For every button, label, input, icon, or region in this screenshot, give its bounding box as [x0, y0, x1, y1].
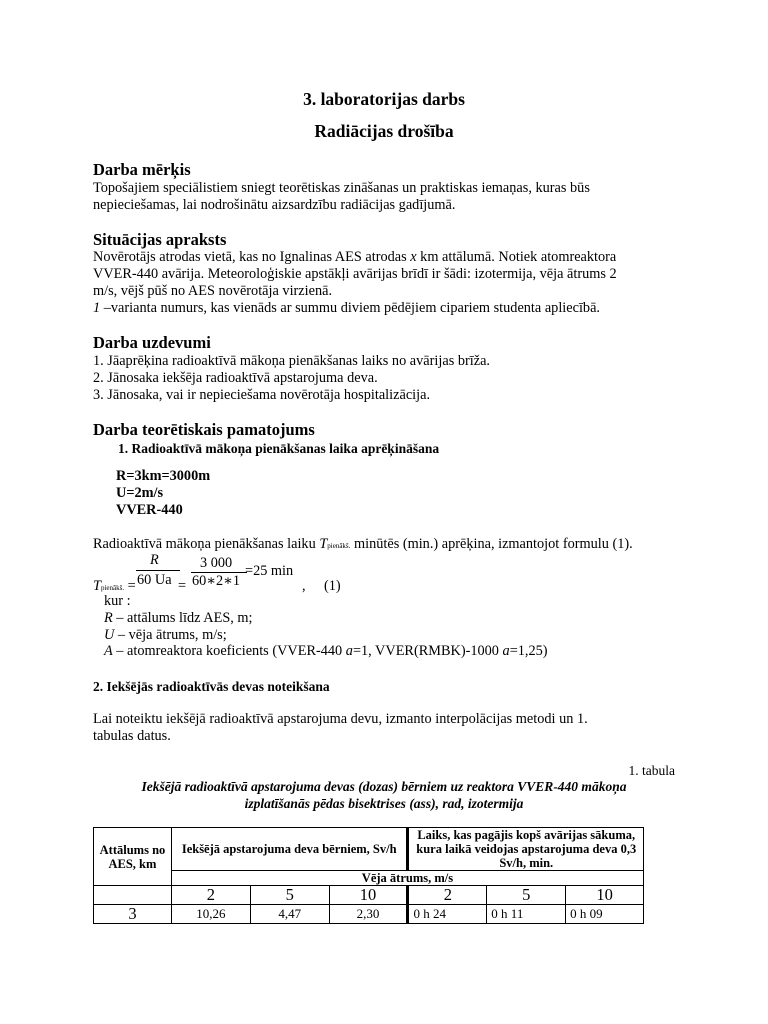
section-2-heading: 2. Iekšējās radioaktīvās devas noteikšana	[93, 679, 330, 694]
lab-title: 3. laboratorijas darbs	[303, 89, 465, 109]
section-1-heading: 1. Radioaktīvā mākoņa pienākšanas laika aprēķināšana	[118, 441, 440, 456]
wind-speed-cell: 2	[171, 886, 250, 905]
wind-speed-cell: 5	[487, 886, 566, 905]
dose-cell: 2,30	[329, 905, 408, 924]
definition-u: U – vēja ātrums, m/s;	[104, 627, 227, 643]
task-item: 2. Jānosaka iekšēja radioaktīvā apstarojuma deva.	[93, 370, 378, 386]
param-line: R=3km=3000m	[116, 468, 211, 484]
formula-comma: ,	[302, 578, 306, 594]
task-item: 3. Jānosaka, vai ir nepieciešama novērotāja hospitalizācija.	[93, 387, 431, 403]
goal-line-2: nepieciešamas, lai nodrošinātu aizsardzību radiācijas gadījumā.	[93, 197, 456, 213]
situation-heading: Situācijas apraksts	[93, 230, 227, 249]
time-cell: 0 h 09	[566, 905, 644, 924]
wind-speed-cell: 10	[566, 886, 644, 905]
wind-speed-cell: 2	[408, 886, 487, 905]
lab-subtitle: Radiācijas drošība	[314, 121, 454, 141]
goal-line-1: Topošajiem speciālistiem sniegt teorētiskas zināšanas un praktiskas iemaņas, kuras būs	[93, 180, 590, 196]
table-speed-row	[94, 886, 644, 905]
situation-line-2: VVER-440 avārija. Meteoroloģiskie apstākļi avārijas brīdī ir šādi: izotermija, vēja ātrums 2	[93, 266, 617, 282]
dose-table	[93, 827, 644, 924]
goal-heading: Darba mērķis	[93, 160, 191, 179]
table-header-row	[94, 828, 644, 871]
section-2-line-1: Lai noteiktu iekšējā radioaktīvā apstarojuma devu, izmanto interpolācijas metodi un 1.	[93, 711, 588, 727]
fraction-1-denominator: 60 Ua	[137, 572, 172, 588]
wind-speed-cell: 5	[250, 886, 329, 905]
header-wind-speed: Vēja ātrums, m/s	[171, 871, 643, 886]
header-time: Laiks, kas pagājis kopš avārijas sākuma, kura laikā veidojas apstarojuma deva 0,3 Sv/h, min.	[408, 828, 644, 871]
formula-lhs: Tpienākš. =	[93, 578, 136, 594]
definition-a: A – atomreaktora koeficients (VVER-440 a=1, VVER(RMBK)-1000 a=1,25)	[104, 643, 548, 659]
wind-speed-cell: 10	[329, 886, 408, 905]
param-line: U=2m/s	[116, 485, 164, 501]
formula-number: (1)	[324, 578, 341, 594]
header-dose: Iekšējā apstarojuma deva bērniem, Sv/h	[171, 828, 408, 871]
tasks-heading: Darba uzdevumi	[93, 333, 211, 352]
situation-line-4: 1 –varianta numurs, kas vienāds ar summu diviem pēdējiem cipariem studenta apliecībā.	[93, 300, 600, 316]
time-cell: 0 h 24	[408, 905, 487, 924]
time-cell: 0 h 11	[487, 905, 566, 924]
distance-cell: 3	[94, 905, 172, 924]
definition-r: R – attālums līdz AES, m;	[104, 610, 253, 626]
fraction-2-denominator: 60∗2∗1	[192, 573, 241, 589]
situation-line-3: m/s, vējš pūš no AES novērotāja virzienā.	[93, 283, 333, 299]
table-label: 1. tabula	[628, 763, 675, 778]
fraction-2-numerator: 3 000	[200, 555, 233, 571]
task-item: 1. Jāaprēķina radioaktīvā mākoņa pienākšanas laiks no avārijas brīža.	[93, 353, 490, 369]
situation-line-1: Novērotājs atrodas vietā, kas no Ignalinas AES atrodas x km attālumā. Notiek atomreaktora	[93, 249, 617, 265]
formula-intro: Radioaktīvā mākoņa pienākšanas laiku Tpienākš. minūtēs (min.) aprēķina, izmantojot formulu (1).	[93, 536, 633, 552]
param-line: VVER-440	[116, 502, 183, 518]
fraction-1-bar	[136, 570, 180, 571]
table-caption-line-2: izplatīšanās pēdas bisektrises (ass), rad, izotermija	[244, 796, 524, 811]
fraction-1-numerator: R	[150, 552, 159, 568]
table-row	[94, 905, 644, 924]
empty-cell	[94, 886, 172, 905]
table-wind-row	[94, 871, 644, 886]
section-2-line-2: tabulas datus.	[93, 728, 171, 744]
formula-equals: =	[178, 578, 187, 594]
dose-cell: 10,26	[171, 905, 250, 924]
formula-result: =25 min	[245, 563, 294, 579]
kur-label: kur :	[104, 593, 131, 609]
dose-cell: 4,47	[250, 905, 329, 924]
header-distance: Attālums no AES, km	[94, 828, 172, 886]
theory-heading: Darba teorētiskais pamatojums	[93, 420, 315, 439]
table-caption-line-1: Iekšējā radioaktīvā apstarojuma devas (dozas) bērniem uz reaktora VVER-440 mākoņa	[141, 779, 627, 794]
